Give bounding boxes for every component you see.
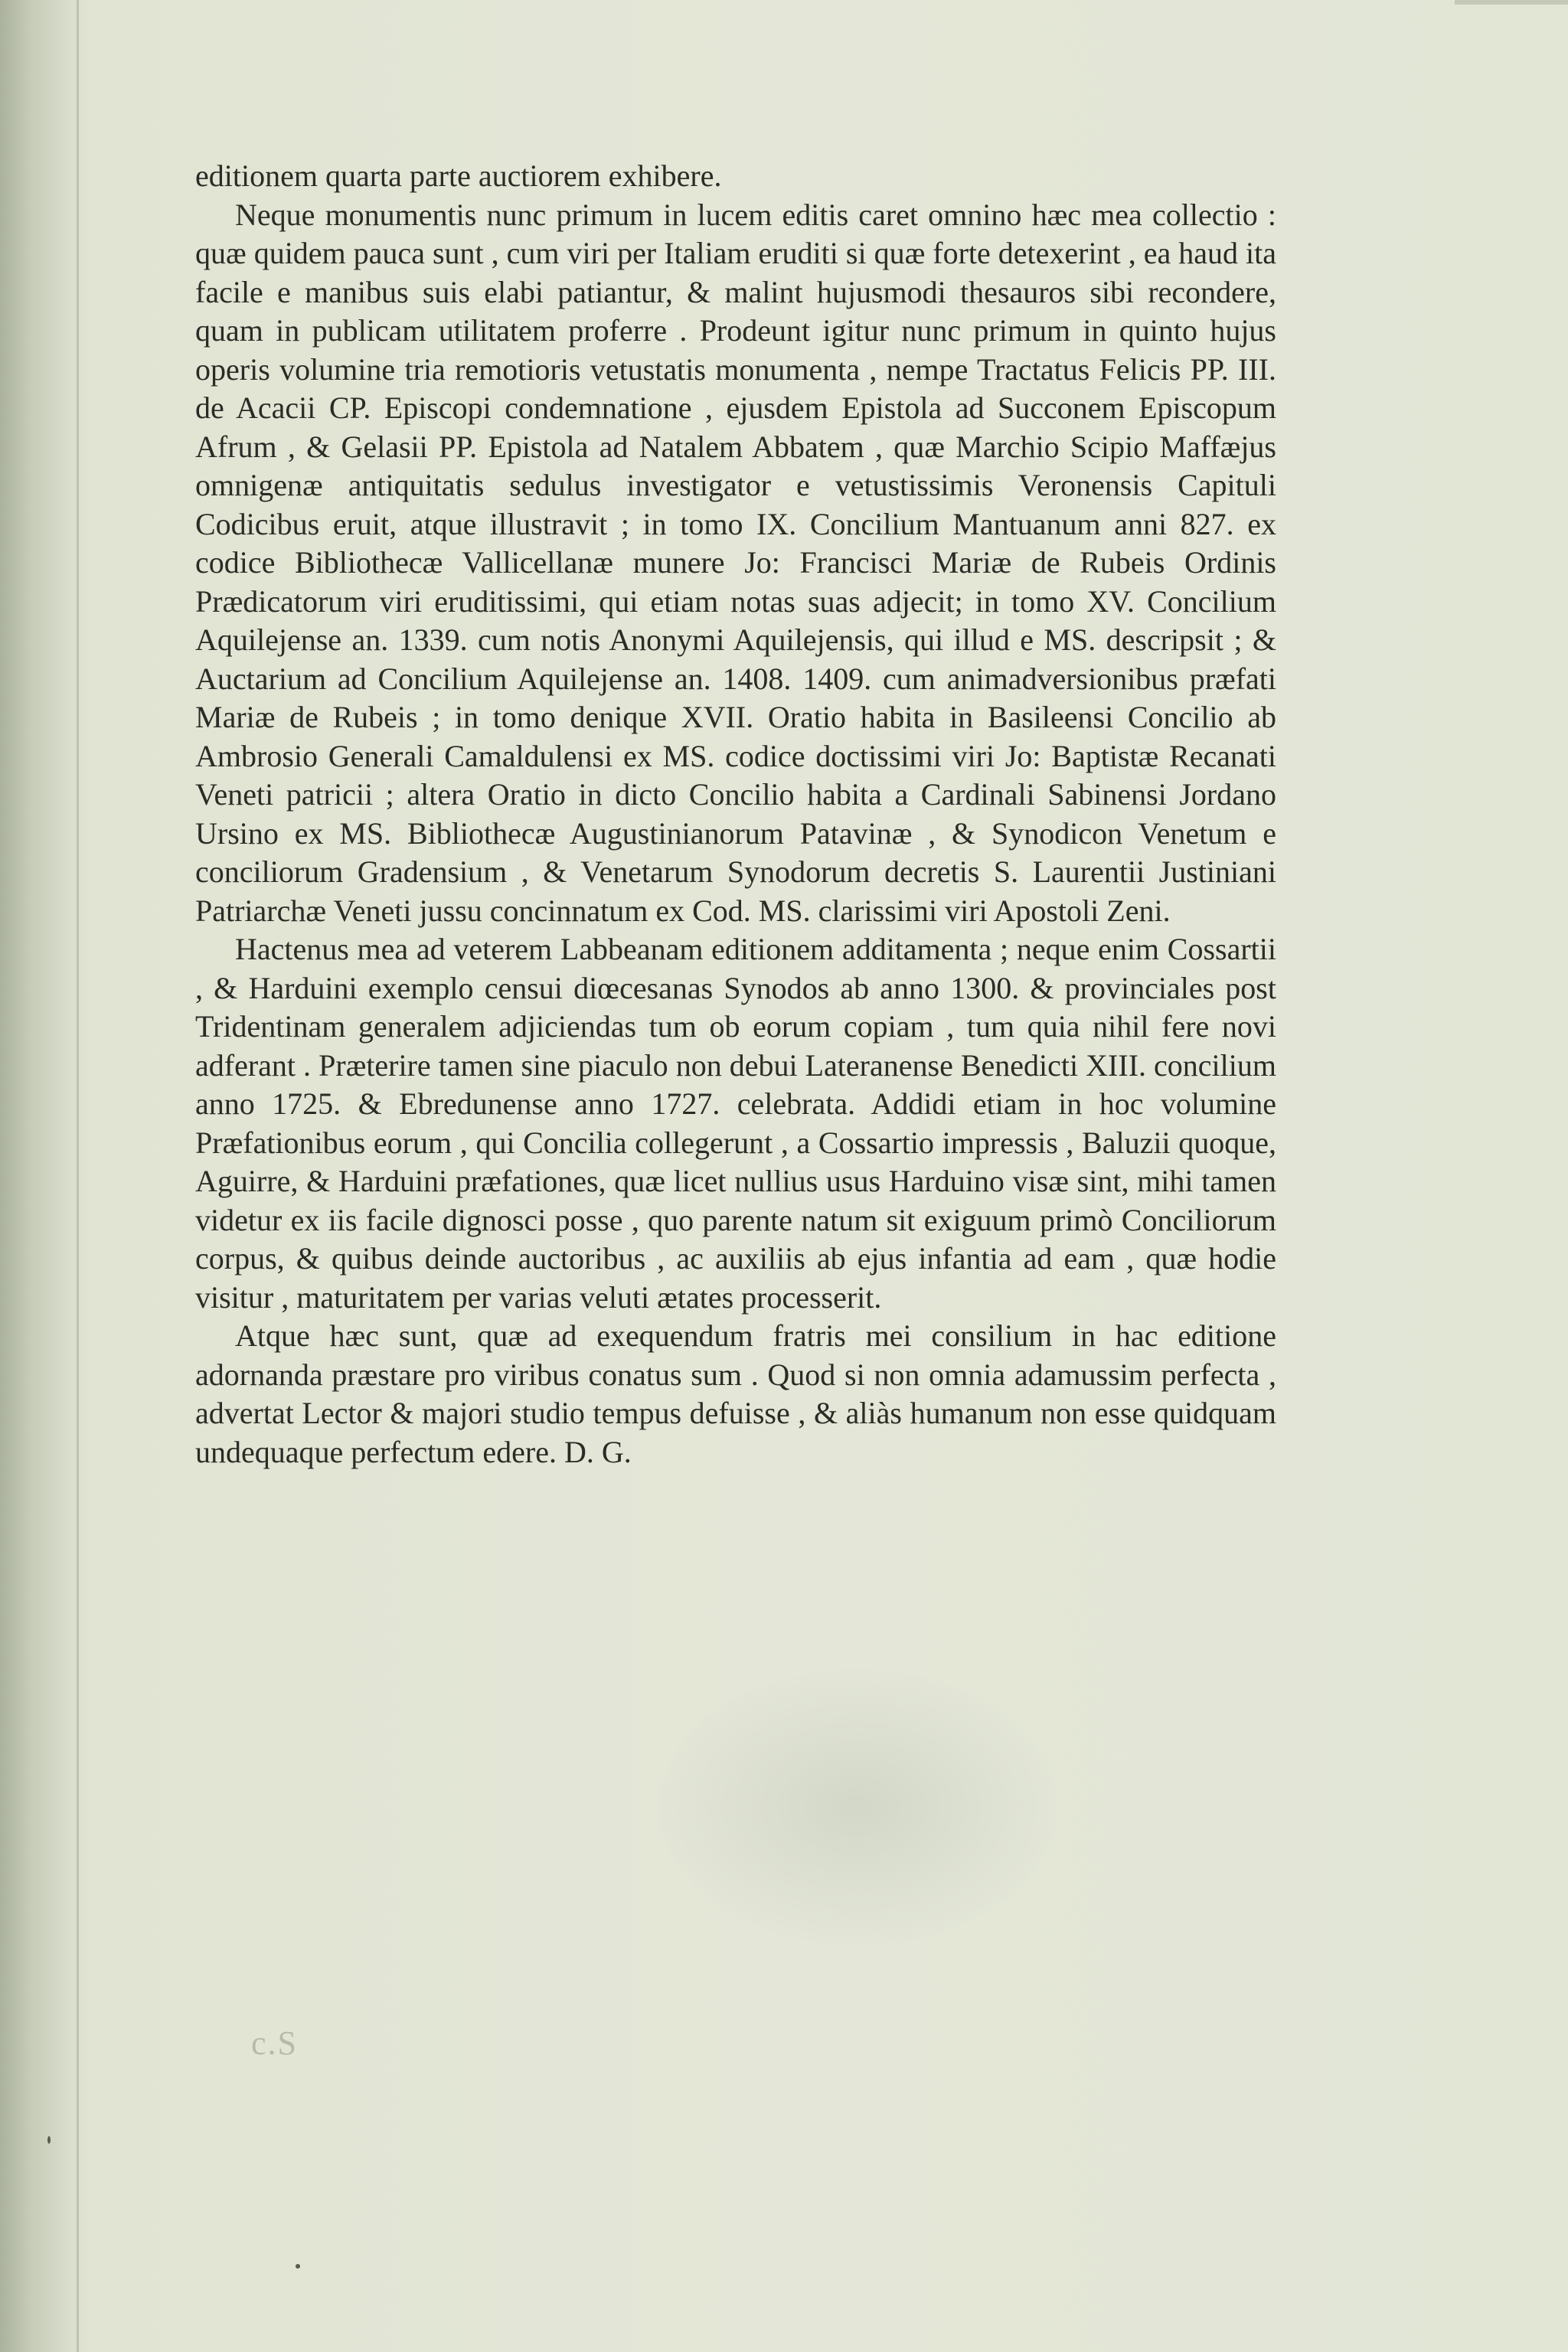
- page-top-edge: [1455, 0, 1568, 5]
- paper-speck: [296, 2264, 300, 2269]
- body-text: [195, 157, 1276, 1472]
- paper-speck: [47, 2136, 51, 2144]
- gutter-fold-line: [77, 0, 79, 2352]
- paragraph-conclusion: Atque hæc sunt, quæ ad exequendum fratris mei consilium in hac editione adornanda præstare pro viribus conatus sum . Quod si non omnia adamussim perfecta , advertat Lector & majori studio tempus defuisse , & aliàs humanum non esse quidquam undequaque perfectum edere. D. G.: [195, 1318, 1276, 1469]
- paragraph-continuation: editionem quarta parte auctiorem exhibere.: [195, 158, 722, 193]
- faded-stamp-mark: c.S: [251, 2024, 298, 2062]
- ornament-bleed-through: [658, 1669, 1057, 1945]
- paragraph-additions: Hactenus mea ad veterem Labbeanam editionem additamenta ; neque enim Cossartii , & Harduini exemplo censui diœcesanas Synodos ab anno 1300. & provinciales post Tridentinam generalem adjiciendas tum ob eorum copiam , tum quia nihil fere novi adferant . Præterire tamen sine piaculo non debui Lateranense Benedicti XIII. concilium anno 1725. & Ebredunense anno 1727. celebrata. Addidi etiam in hoc volumine Præfationibus eorum , qui Concilia collegerunt , a Cossartio impressis , Baluzii quoque, Aguirre, & Harduini præfationes, quæ licet nullius usus Harduino visæ sint, mihi tamen videtur ex iis facile dignosci posse , quo parente natum sit exiguum primò Conciliorum corpus, & quibus deinde auctoribus , ac auxiliis ab ejus infantia ad eam , quæ hodie visitur , maturitatem per varias veluti ætates processerit.: [195, 932, 1276, 1315]
- paragraph-new-monuments: Neque monumentis nunc primum in lucem editis caret omnino hæc mea collectio : quæ quidem pauca sunt , cum viri per Italiam eruditi si quæ forte detexerint , ea haud ita facile e manibus suis elabi patiantur, & malint hujusmodi thesauros sibi recondere, quam in publicam utilitatem proferre . Prodeunt igitur nunc primum in quinto hujus operis volumine tria remotioris vetustatis monumenta , nempe Tractatus Felicis PP. III. de Acacii CP. Episcopi condemnatione , ejusdem Epistola ad Succonem Episcopum Afrum , & Gelasii PP. Epistola ad Natalem Abbatem , quæ Marchio Scipio Maffæjus omnigenæ antiquitatis sedulus investigator e vetustissimis Veronensis Capituli Codicibus eruit, atque illustravit ; in tomo IX. Concilium Mantuanum anni 827. ex codice Bibliothecæ Vallicellanæ munere Jo: Francisci Mariæ de Rubeis Ordinis Prædicatorum viri eruditissimi, qui etiam notas suas adjecit; in tomo XV. Concilium Aquilejense an. 1339. cum notis Anonymi Aquilejensis, qui illud e MS. descripsit ; & Auctarium ad Concilium Aquilejense an. 1408. 1409. cum animadversionibus præfati Mariæ de Rubeis ; in tomo denique XVII. Oratio habita in Basileensi Concilio ab Ambrosio Generali Camaldulensi ex MS. codice doctissimi viri Jo: Baptistæ Recanati Veneti patricii ; altera Oratio in dicto Concilio habita a Cardinali Sabinensi Jordano Ursino ex MS. Bibliothecæ Augustinianorum Patavinæ , & Synodicon Venetum e conciliorum Gradensium , & Venetarum Synodorum decretis S. Laurentii Justiniani Patriarchæ Veneti jussu concinnatum ex Cod. MS. clarissimi viri Apostoli Zeni.: [195, 197, 1276, 928]
